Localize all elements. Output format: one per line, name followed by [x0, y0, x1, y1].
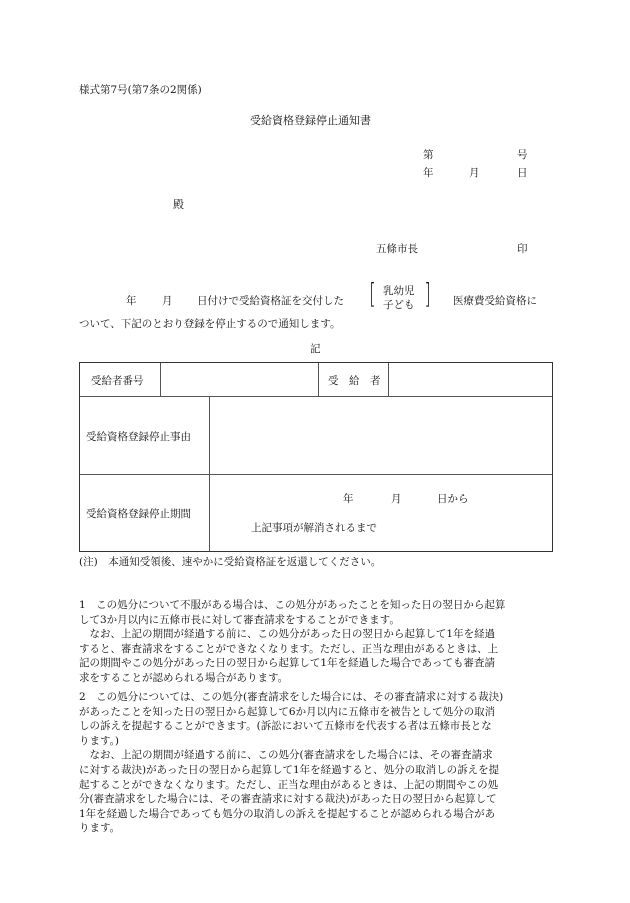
instruction-line: ります。	[79, 822, 121, 835]
date-month-label: 月	[469, 167, 480, 179]
period-year: 年	[343, 493, 354, 505]
body-text-1: 日付けで受給資格証を交付した	[197, 295, 344, 307]
col-divider	[160, 363, 161, 396]
seal-mark: 印	[517, 243, 528, 255]
ki-heading: 記	[310, 343, 321, 355]
instruction-line: しの訴えを提起することができます。(訴訟において五條市を代表する者は五條市長とな	[79, 720, 492, 733]
issue-month-label: 月	[162, 295, 173, 307]
return-note: (注) 本通知受領後、速やかに受給資格証を返還してください。	[79, 556, 382, 568]
document-title: 受給資格登録停止通知書	[250, 114, 371, 127]
instruction-line: 1年を経過した場合であっても処分の取消しの訴えを提起することが認められる場合があ	[79, 807, 496, 820]
row-divider	[80, 474, 552, 475]
recipient-label: 受 給 者	[328, 375, 381, 387]
period-month: 月	[391, 493, 402, 505]
instruction-line: 記の期間やこの処分があった日の翌日から起算して1年を経過した場合であっても審査請	[79, 657, 495, 670]
col-divider	[318, 363, 319, 396]
instruction-line: 2 この処分については、この処分(審査請求をした場合には、その審査請求に対する裁決)	[79, 691, 504, 703]
instruction-line: すると、審査請求をすることができなくなります。ただし、正当な理由があるときは、上	[79, 642, 499, 655]
instruction-item-1	[79, 598, 559, 686]
reason-label: 受給資格登録停止事由	[86, 431, 191, 443]
left-bracket: [	[369, 277, 376, 310]
instruction-line: があったことを知った日の翌日から起算して6か月以内に五條市を被告として処分の取消	[79, 705, 496, 718]
instruction-line: 分(審査請求をした場合には、その審査請求に対する裁決)があった日の翌日から起算して	[79, 793, 497, 806]
instruction-line: して3か月以内に五條市長に対して審査請求をすることができます。	[79, 613, 400, 626]
addressee-suffix: 殿	[173, 198, 184, 211]
date-year-label: 年	[423, 167, 434, 179]
period-label: 受給資格登録停止期間	[86, 508, 191, 520]
option-infant: 乳幼児	[383, 285, 415, 297]
instruction-line: なお、上記の期間が経過する前に、この処分(審査請求をした場合には、その審査請求	[79, 749, 493, 762]
issue-year-label: 年	[126, 295, 137, 307]
recipient-number-label: 受給者番号	[91, 375, 144, 387]
instruction-line: なお、上記の期間が経過する前に、この処分があった日の翌日から起算して1年を経過	[79, 628, 496, 641]
instruction-item-2	[79, 690, 559, 836]
col-divider	[209, 396, 210, 551]
instruction-line: 起することができなくなります。ただし、正当な理由があるときは、上記の期間やこの処	[79, 778, 499, 791]
period-from: 日から	[437, 493, 469, 505]
body-text-3: ついて、下記のとおり登録を停止するので通知します。	[79, 318, 341, 330]
body-text-2: 医療費受給資格に	[453, 295, 537, 307]
form-code: 様式第7号(第7条の2関係)	[79, 84, 202, 96]
instruction-line: 求をすることが認められる場合があります。	[79, 671, 289, 684]
instruction-line: 1 この処分について不服がある場合は、この処分があったことを知った日の翌日から起算	[79, 599, 506, 611]
number-prefix: 第	[423, 149, 434, 161]
number-suffix: 号	[517, 149, 528, 161]
option-child: 子ども	[383, 299, 415, 311]
right-bracket: ]	[424, 277, 431, 310]
date-day-label: 日	[517, 167, 528, 179]
stop-notice-table	[79, 362, 553, 552]
issuer-name: 五條市長	[376, 243, 418, 255]
row-divider	[80, 396, 552, 397]
instruction-line: ります。)	[79, 734, 120, 747]
instruction-line: に対する裁決)があった日の翌日から起算して1年を経過すると、処分の取消しの訴えを提	[79, 763, 500, 776]
col-divider	[388, 363, 389, 396]
period-until: 上記事項が解消されるまで	[251, 522, 377, 534]
